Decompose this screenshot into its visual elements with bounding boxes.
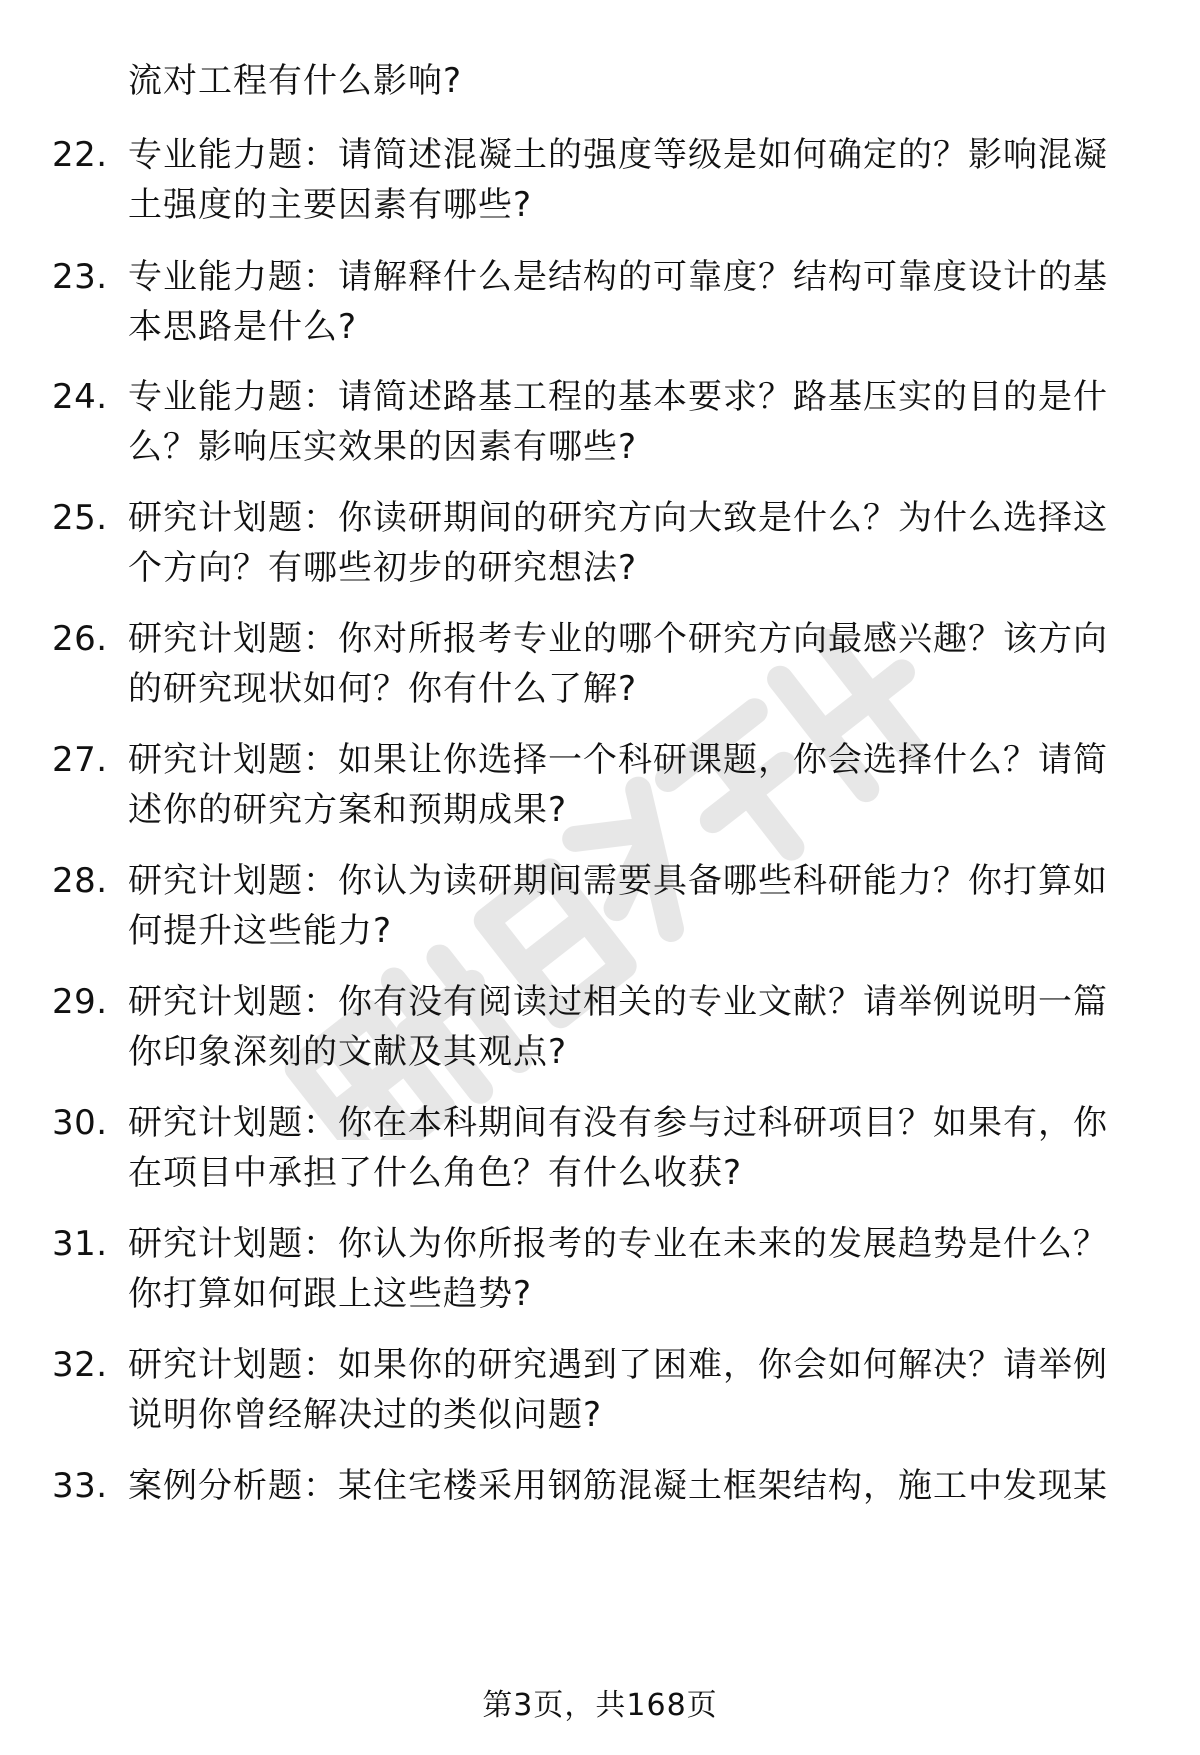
question-number: 29. [52,982,108,1022]
question-number: 23. [52,257,108,297]
question-text: 研究计划题：你在本科期间有没有参与过科研项目？如果有，你在项目中承担了什么角色？有什么收获? [128,1103,1108,1193]
question-item [0,1461,1200,1571]
question-number: 27. [52,740,108,780]
question-number: 24. [52,377,108,417]
page-footer: 第3页，共168页 [482,1688,718,1723]
question-text: 研究计划题：你有没有阅读过相关的专业文献？请举例说明一篇你印象深刻的文献及其观点? [128,982,1108,1072]
question-number: 32. [52,1345,108,1385]
question-text: 专业能力题：请简述混凝土的强度等级是如何确定的？影响混凝土强度的主要因素有哪些? [128,135,1108,225]
question-number: 25. [52,498,108,538]
question-item [0,493,1200,603]
question-text: 案例分析题：某住宅楼采用钢筋混凝土框架结构，施工中发现某 [128,1466,1108,1506]
continuation-line: 流对工程有什么影响? [128,61,463,101]
question-number: 33. [52,1466,108,1506]
question-text: 专业能力题：请简述路基工程的基本要求？路基压实的目的是什么？影响压实效果的因素有哪些? [128,377,1108,467]
question-item [0,252,1200,362]
question-number: 31. [52,1224,108,1264]
question-text: 研究计划题：你对所报考专业的哪个研究方向最感兴趣？该方向的研究现状如何？你有什么了解? [128,619,1108,709]
question-item [0,372,1200,482]
question-number: 26. [52,619,108,659]
question-text: 研究计划题：如果让你选择一个科研课题，你会选择什么？请简述你的研究方案和预期成果? [128,740,1108,830]
question-text: 研究计划题：你认为你所报考的专业在未来的发展趋势是什么？你打算如何跟上这些趋势? [128,1224,1108,1314]
question-number: 22. [52,135,108,175]
question-item [0,130,1200,240]
question-item [0,614,1200,724]
question-text: 研究计划题：你读研期间的研究方向大致是什么？为什么选择这个方向？有哪些初步的研究想法? [128,498,1108,588]
question-text: 研究计划题：如果你的研究遇到了困难，你会如何解决？请举例说明你曾经解决过的类似问题? [128,1345,1108,1435]
question-item [0,977,1200,1087]
question-item [0,1340,1200,1450]
question-number: 28. [52,861,108,901]
question-text: 专业能力题：请解释什么是结构的可靠度？结构可靠度设计的基本思路是什么? [128,257,1108,347]
question-item [0,1098,1200,1208]
question-item [0,856,1200,966]
question-text: 研究计划题：你认为读研期间需要具备哪些科研能力？你打算如何提升这些能力? [128,861,1108,951]
question-item [0,735,1200,845]
question-number: 30. [52,1103,108,1143]
question-item [0,1219,1200,1329]
